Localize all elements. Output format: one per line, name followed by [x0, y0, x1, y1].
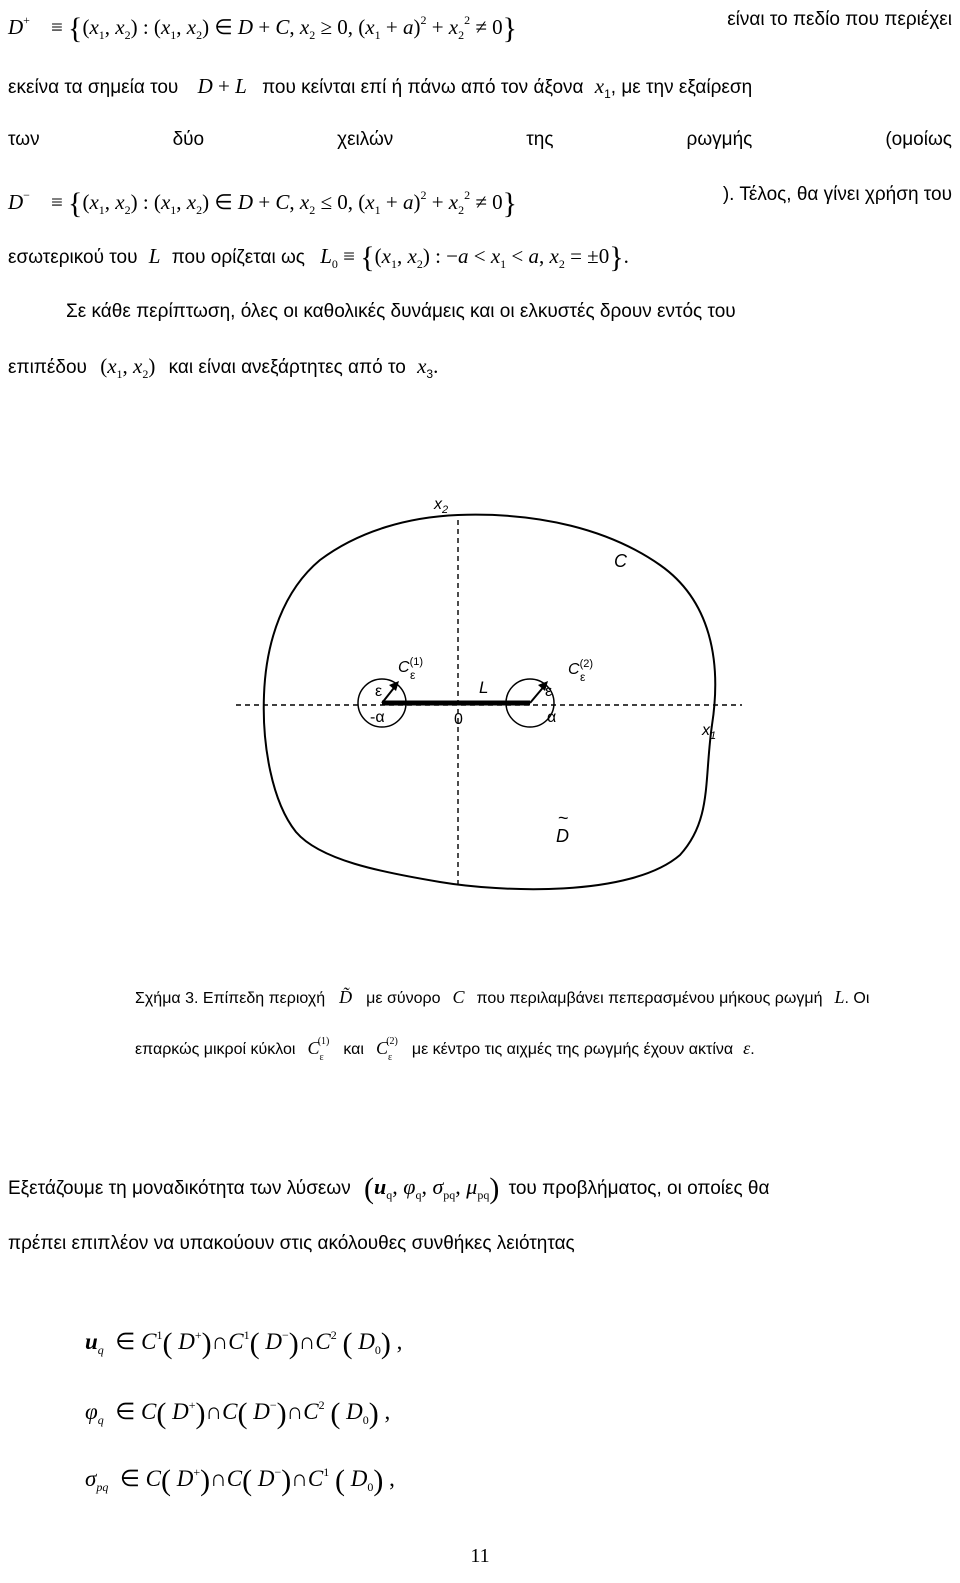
caption-text: .: [750, 1041, 755, 1058]
origin-label: 0: [454, 711, 463, 728]
figure-caption-line1: Σχήμα 3. Επίπεδη περιοχή D̃ με σύνορο C που περιλαμβάνει πεπερασμένου μήκους ρωγμή L. Οι: [135, 987, 870, 1007]
domain-d-label: D: [556, 826, 569, 846]
page-number: 11: [470, 1545, 490, 1567]
paragraph-text: και είναι ανεξάρτητες από το: [168, 357, 406, 378]
word: χειλών: [337, 129, 394, 150]
paragraph-line: Εξετάζουμε τη μοναδικότητα των λύσεων ($u_q$, $\varphi_q$, $\sigma_{pq}$, $\mu_{pq}$) του προβλήματος, οι οποίες θα: [8, 1172, 770, 1205]
paragraph-text: Εξετάζουμε τη μοναδικότητα των λύσεων: [8, 1178, 351, 1199]
radius-label-left: ε: [375, 683, 383, 700]
radius-label-right: ε: [545, 683, 553, 700]
caption-text: με κέντρο τις αιχμές της ρωγμής έχουν ακτίνα: [411, 1041, 734, 1058]
circle-c2-label: $C^{(2)}$: [568, 658, 594, 678]
caption-text: Σχήμα 3. Επίπεδη περιοχή: [135, 990, 326, 1007]
paragraph-text: είναι το πεδίο που περιέχει: [727, 9, 952, 30]
word: ρωγμής: [686, 129, 753, 150]
caption-text: και: [343, 1041, 364, 1058]
crack-label: L: [479, 678, 489, 697]
paragraph-line: εσωτερικού του L που ορίζεται ως $L_0 \equiv \{(x_1$, $x_2$) : $-a < x_1 < a$, $x_2 = \pm 0$}.: [8, 241, 629, 274]
definition-d-plus: D+ ≡ {($x_1$, $x_2$) : ($x_1$, $x_2$) ∈ D + C, $x_2 \ge 0$, $(x_1 + a)^2 + x_2^2 \ne 0$} είναι το πεδίο που περιέχει: [8, 9, 952, 45]
paragraph-line-justified: [8, 128, 952, 152]
figure-caption-line2: επαρκώς μικροί κύκλοι $C_\varepsilon^{(1)}$ και $C_\varepsilon^{(2)}$ με κέντρο τις αιχμές της ρωγμής έχουν ακτίνα ε.: [135, 1036, 755, 1063]
crack-domain-figure: [0, 490, 960, 910]
domain-tilde: ~: [558, 808, 569, 828]
eq-lhs-sub: q: [97, 1343, 104, 1357]
paragraph-text: εσωτερικού του: [8, 247, 138, 268]
eq-lhs-sub: pq: [96, 1480, 109, 1494]
paragraph-text: εκείνα τα σημεία του: [8, 77, 179, 98]
eq-lhs-sub: q: [97, 1413, 104, 1427]
equation-phi: $\varphi_q$ ∈ C( D+)∩C( $D^-)\cap C^2$ ( $D_0$) ,: [85, 1397, 391, 1430]
paragraph-text: που ορίζεται ως: [171, 247, 305, 268]
paragraph-text: ). Τέλος, θα γίνει χρήση του: [722, 184, 952, 205]
tip-right-label: α: [547, 709, 557, 726]
word: των: [8, 129, 40, 150]
circle-c2-sub: ε: [580, 670, 586, 684]
eq-lhs: σ: [85, 1466, 97, 1491]
word: της: [526, 129, 554, 150]
circle-c1-sub: ε: [410, 668, 416, 682]
word: (ομοίως: [885, 129, 952, 150]
paragraph-text: που κείνται επί ή πάνω από τον άξονα: [262, 77, 584, 98]
contour-c-label: C: [614, 551, 627, 571]
caption-text: . Οι: [844, 990, 870, 1007]
word: δύο: [172, 129, 205, 150]
paragraph-line: [66, 300, 736, 324]
paragraph-line: επιπέδου ($x_1$, $x_2$) και είναι ανεξάρτητες από το $x_3$.: [8, 354, 439, 381]
definition-d-minus: D− ≡ {($x_1$, $x_2$) : ($x_1$, $x_2$) ∈ D + C, $x_2 \le 0$, $(x_1 + a)^2 + x_2^2 \ne 0$} ). Τέλος, θα γίνει χρήση του: [8, 184, 952, 220]
caption-text: επαρκώς μικροί κύκλοι: [135, 1041, 296, 1058]
paragraph-text: επιπέδου: [8, 357, 87, 378]
paragraph-text: του προβλήματος, οι οποίες θα: [508, 1178, 770, 1199]
equation-u: $u_q$ ∈ $C^1$( $D^+)\cap C^1$( $D^-)\cap C^2$ ( $D_0$) ,: [85, 1327, 403, 1360]
caption-text: που περιλαμβάνει πεπερασμένου μήκους ρωγμή: [476, 990, 823, 1007]
paragraph-text: Σε κάθε περίπτωση, όλες οι καθολικές δυνάμεις και οι ελκυστές δρουν εντός του: [66, 301, 736, 322]
axis-x1-label: $x_1$: [702, 722, 717, 742]
tip-left-label: -α: [370, 709, 385, 726]
caption-text: με σύνορο: [366, 990, 441, 1007]
paragraph-line: εκείνα τα σημεία του D + L που κείνται επί ή πάνω από τον άξονα $x_1$, με την εξαίρεση: [8, 74, 753, 101]
paragraph-line: [8, 1232, 575, 1256]
eq-lhs: u: [85, 1329, 98, 1354]
axis-x2-label: $x_2$: [434, 496, 449, 516]
paragraph-text: πρέπει επιπλέον να υπακούουν στις ακόλουθες συνθήκες λειότητας: [8, 1233, 575, 1254]
paragraph-text: , με την εξαίρεση: [610, 77, 753, 98]
equation-sigma: $\sigma_{pq}$ ∈ C( D+)∩C( $D^-)\cap C^1$ ( $D_0$) ,: [85, 1464, 395, 1497]
eq-lhs: φ: [85, 1399, 98, 1424]
circle-c1-label: $C^{(1)}$: [398, 656, 424, 676]
